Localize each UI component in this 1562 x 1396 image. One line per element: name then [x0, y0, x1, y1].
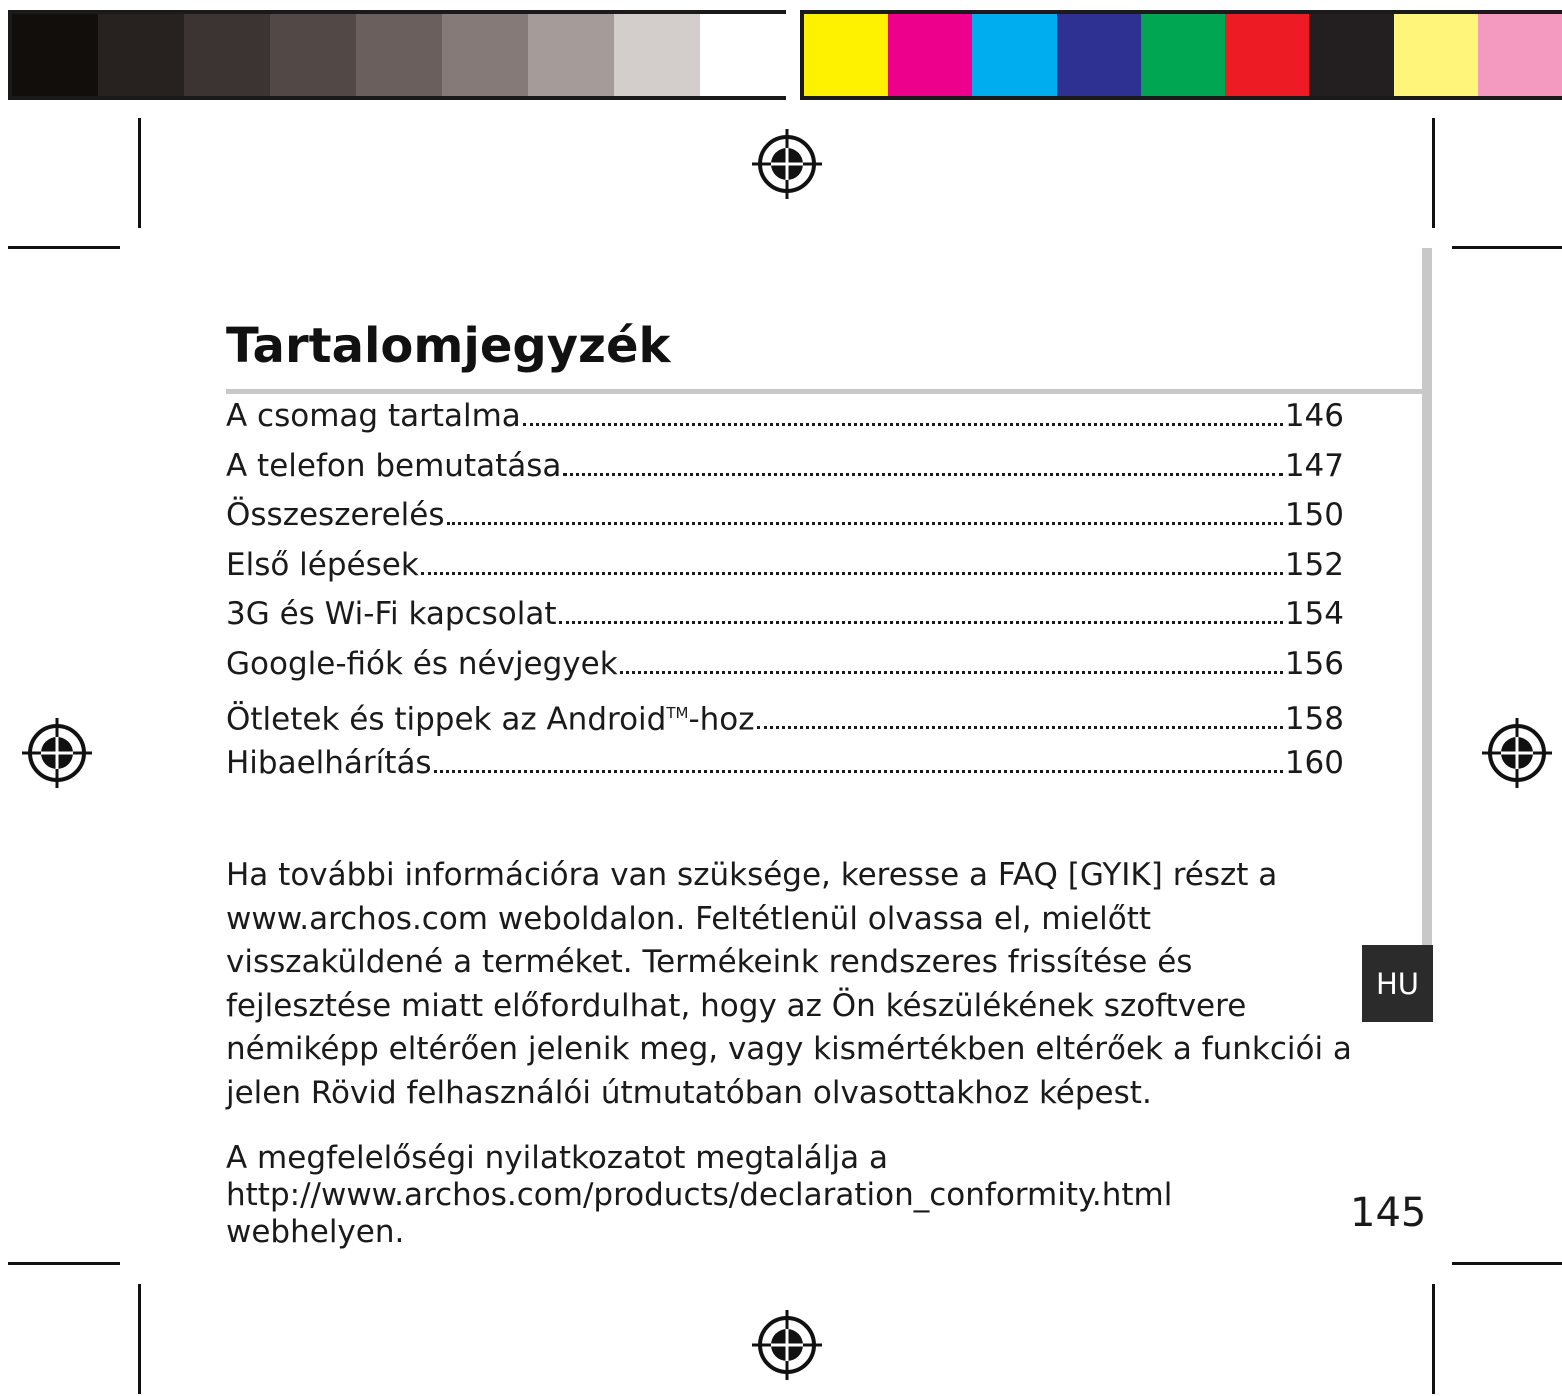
gray-swatch — [528, 14, 614, 96]
registration-mark-icon — [20, 716, 94, 790]
toc-entry-page: 160 — [1284, 744, 1344, 781]
gray-swatch — [270, 14, 356, 96]
toc-entry[interactable] — [226, 495, 1344, 545]
trademark-superscript: TM — [666, 704, 689, 722]
toc-entry-page: 158 — [1284, 701, 1344, 738]
toc-entry-label: 3G és Wi-Fi kapcsolat — [226, 596, 557, 632]
page-number: 145 — [1350, 1190, 1427, 1236]
color-swatch — [1141, 14, 1225, 96]
toc-entry[interactable] — [226, 693, 1344, 743]
toc-entry-page: 150 — [1284, 497, 1344, 533]
grayscale-calibration-bar — [8, 10, 786, 100]
color-swatch — [888, 14, 972, 96]
toc-entry-label: Összeszerelés — [226, 497, 445, 533]
color-swatch — [1225, 14, 1309, 96]
toc-leader-dots — [559, 621, 1283, 624]
toc-entry-label: Hibaelhárítás — [226, 744, 432, 781]
toc-entry-label: Google-fiók és névjegyek — [226, 645, 618, 682]
toc-entry-label-suffix: -hoz — [688, 701, 755, 738]
gray-swatch — [614, 14, 700, 96]
gray-swatch — [184, 14, 270, 96]
toc-list — [226, 396, 1344, 792]
toc-entry-page: 156 — [1284, 645, 1344, 682]
declaration-paragraph: A megfelelőségi nyilatkozatot megtalálja a http://www.archos.com/products/declaration_conformity.html webhelyen. — [226, 1140, 1173, 1250]
toc-entry-page: 152 — [1284, 546, 1344, 583]
registration-mark-icon — [1480, 716, 1554, 790]
gray-swatch — [12, 14, 98, 96]
toc-entry-label: A csomag tartalma — [226, 398, 521, 434]
color-swatch — [1394, 14, 1478, 96]
toc-leader-dots — [421, 572, 1283, 575]
toc-entry[interactable] — [226, 743, 1344, 793]
gray-swatch — [356, 14, 442, 96]
crop-mark — [8, 246, 120, 249]
toc-entry-page: 146 — [1284, 398, 1344, 434]
title-underline — [226, 389, 1424, 394]
toc-entry-label: Első lépések — [226, 546, 419, 583]
toc-leader-dots — [757, 726, 1283, 729]
color-swatch — [1478, 14, 1562, 96]
toc-title: Tartalomjegyzék — [226, 318, 671, 374]
color-swatch — [972, 14, 1056, 96]
toc-leader-dots — [620, 671, 1283, 674]
toc-entry[interactable] — [226, 545, 1344, 595]
color-calibration-bar — [800, 10, 1562, 100]
crop-mark — [138, 1284, 141, 1394]
crop-mark — [1452, 1262, 1562, 1265]
toc-entry-label: A telefon bemutatása — [226, 447, 562, 484]
toc-entry-page: 147 — [1284, 447, 1344, 484]
toc-entry[interactable] — [226, 644, 1344, 694]
toc-leader-dots — [523, 423, 1283, 426]
side-rule — [1422, 248, 1432, 948]
toc-entry-page: 154 — [1284, 596, 1344, 632]
toc-entry[interactable] — [226, 446, 1344, 496]
crop-mark — [138, 118, 141, 228]
color-swatch — [804, 14, 888, 96]
toc-entry-label — [226, 693, 755, 739]
registration-mark-icon — [750, 1308, 824, 1382]
info-paragraph: Ha további információra van szüksége, keresse a FAQ [GYIK] részt a www.archos.com weboldalon. Feltétlenül olvassa el, mielőtt visszaküldené a terméket. Termékeink rendszeres frissítése és fejlesztése miatt előfordulhat, hogy az Ön készülékének szoftvere némiképp eltérően jelenik meg, vagy kismértékben eltérőek a funkciói a jelen Rövid felhasználói útmutatóban olvasottakhoz képest. — [226, 857, 1352, 1111]
toc-entry[interactable] — [226, 594, 1344, 644]
crop-mark — [1452, 246, 1562, 249]
toc-entry[interactable] — [226, 396, 1344, 446]
crop-mark — [8, 1262, 120, 1265]
toc-leader-dots — [563, 473, 1282, 476]
gray-swatch — [700, 14, 786, 96]
crop-mark — [1432, 118, 1435, 228]
toc-entry-label-text: Ötletek és tippek az Android — [226, 701, 667, 738]
color-swatch — [1309, 14, 1393, 96]
crop-mark — [1432, 1284, 1435, 1394]
language-tab: HU — [1362, 945, 1433, 1022]
toc-leader-dots — [447, 522, 1283, 525]
gray-swatch — [442, 14, 528, 96]
toc-leader-dots — [434, 770, 1283, 773]
registration-mark-icon — [750, 127, 824, 201]
gray-swatch — [98, 14, 184, 96]
color-swatch — [1057, 14, 1141, 96]
